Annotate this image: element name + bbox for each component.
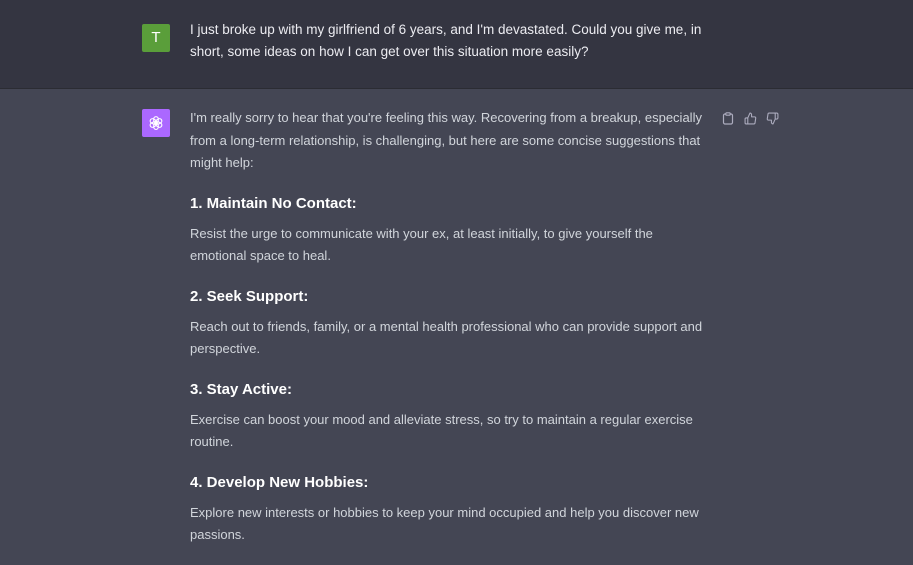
- message-actions: [721, 111, 779, 125]
- clipboard-icon: [722, 112, 734, 125]
- section-heading: 4. Develop New Hobbies:: [190, 473, 369, 491]
- assistant-message: [0, 89, 913, 558]
- section-heading: 2. Seek Support:: [190, 287, 309, 305]
- section-body: Resist the urge to communicate with your ex, at least initially, to give yourself the emotional space to heal.: [190, 225, 653, 263]
- assistant-avatar: [142, 109, 170, 137]
- section-heading: 1. Maintain No Contact:: [190, 194, 357, 212]
- thumbs-down-icon: [766, 112, 779, 125]
- section-heading: 3. Stay Active:: [190, 380, 292, 398]
- user-message-text: I just broke up with my girlfriend of 6 years, and I'm devastated. Could you give me, in short, some ideas on how I can get over this situation more easily?: [190, 22, 702, 59]
- user-message: [0, 0, 913, 89]
- section-body: Reach out to friends, family, or a mental health professional who can provide support and perspective.: [190, 318, 703, 356]
- thumbs-up-icon: [744, 112, 757, 125]
- assistant-message-content: [190, 107, 710, 565]
- user-avatar-letter: T: [151, 29, 161, 46]
- thumbs-up-button[interactable]: [743, 111, 757, 125]
- user-avatar: [142, 24, 170, 52]
- copy-button[interactable]: [721, 111, 735, 125]
- thumbs-down-button[interactable]: [765, 111, 779, 125]
- assistant-intro: I'm really sorry to hear that you're feeling this way. Recovering from a breakup, especially from a long-term relationship, is challenging, but here are some concise suggestions that might help:: [190, 110, 702, 170]
- openai-logo-icon: [147, 114, 165, 132]
- section-body: Explore new interests or hobbies to keep your mind occupied and help you discover new passions.: [190, 504, 699, 542]
- section-body: Exercise can boost your mood and alleviate stress, so try to maintain a regular exercise routine.: [190, 411, 693, 449]
